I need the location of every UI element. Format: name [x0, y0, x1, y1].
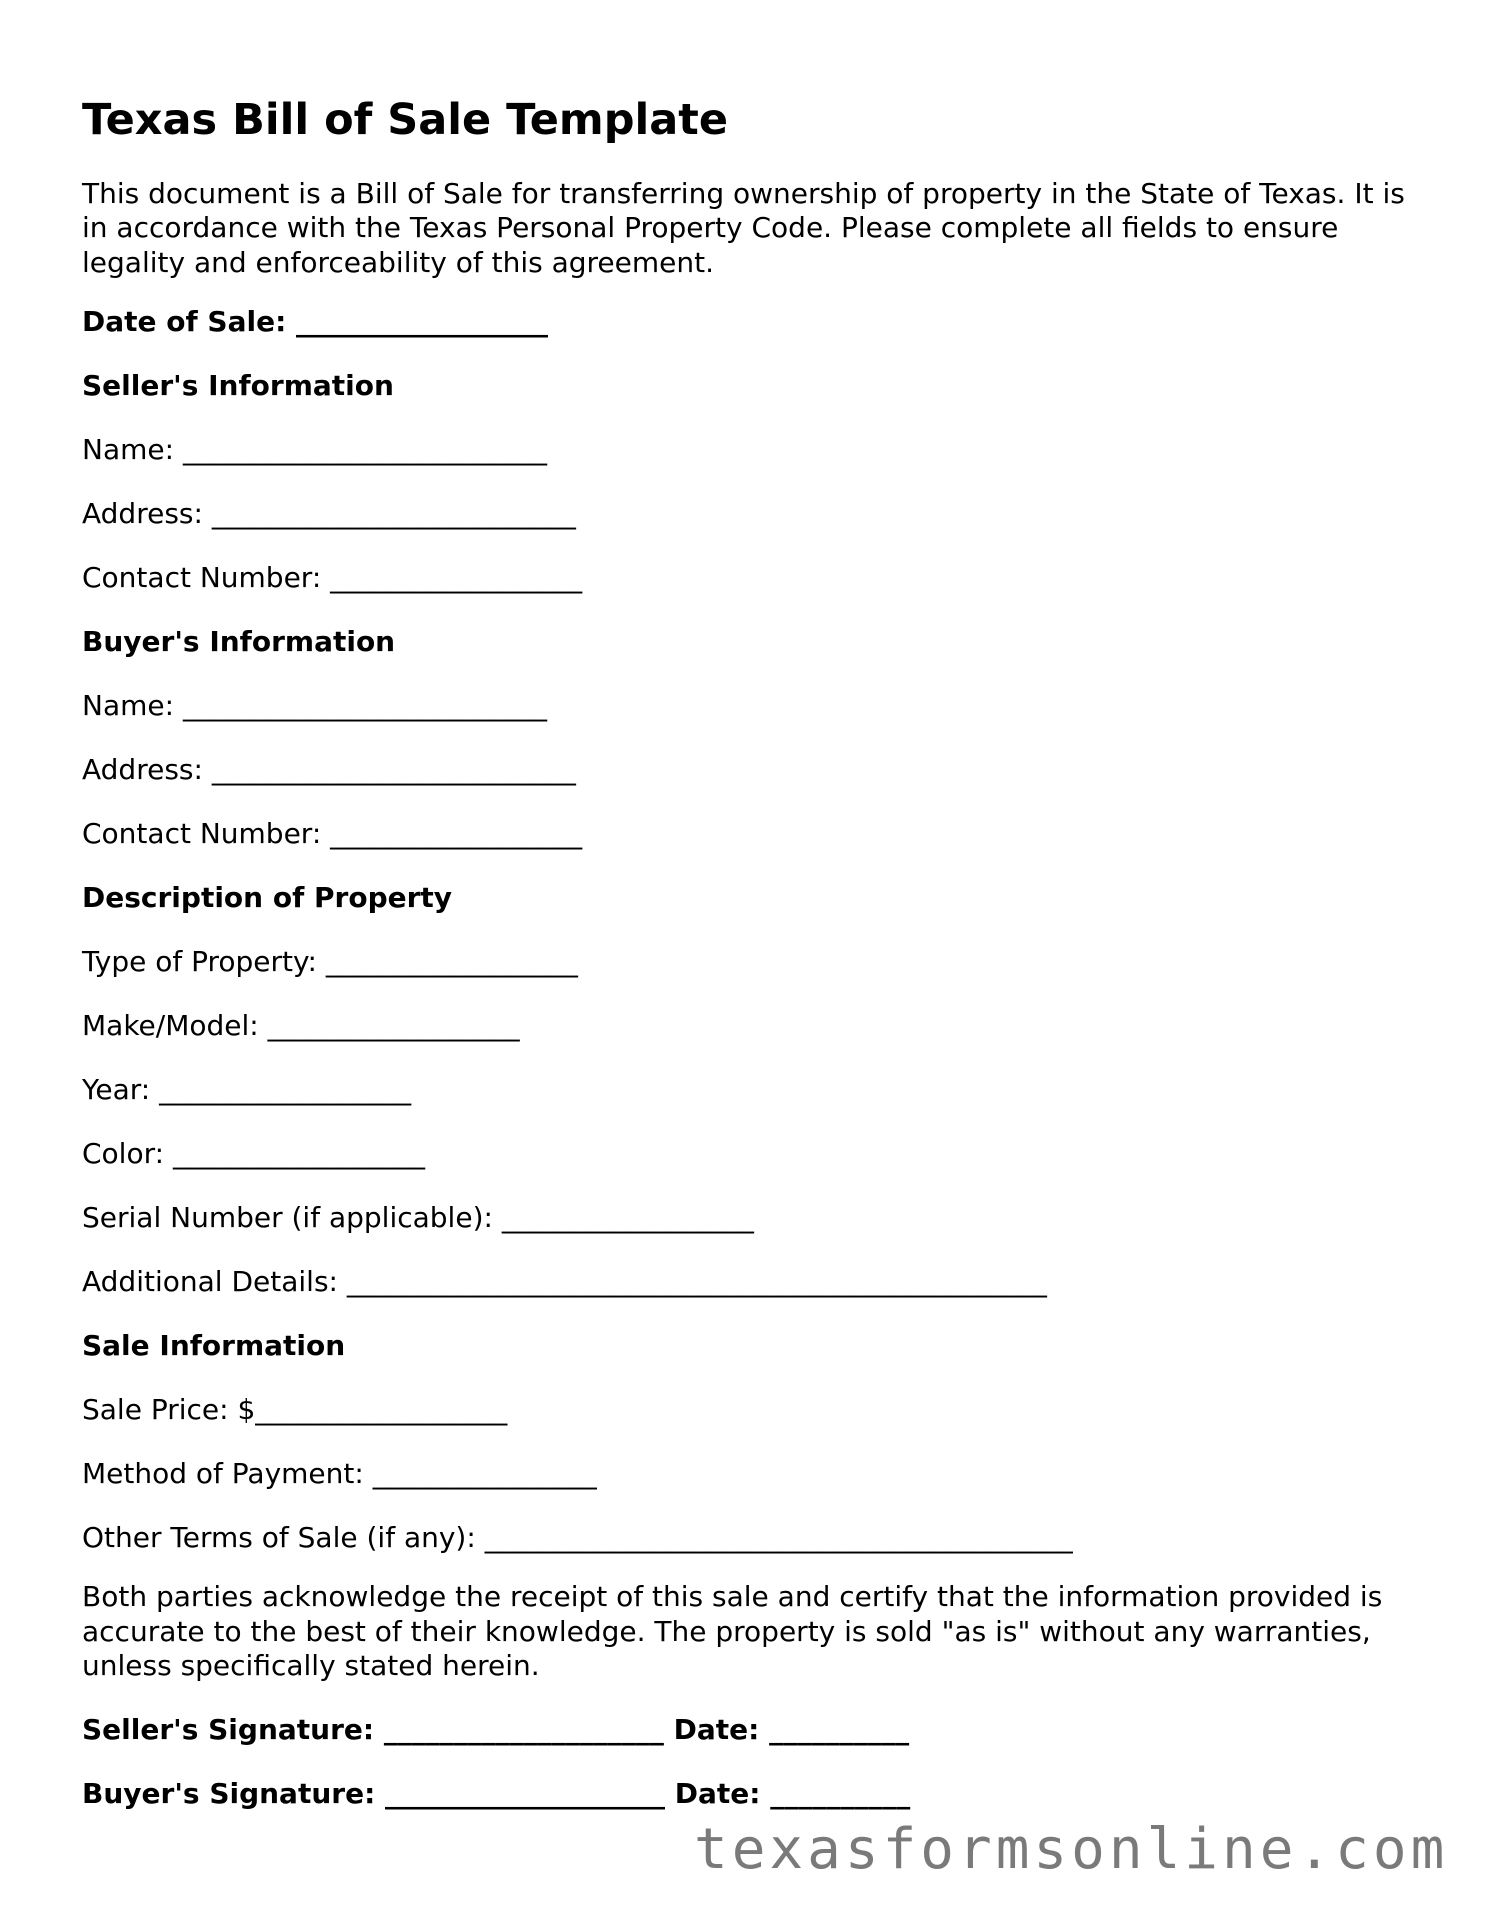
- serial-number-blank[interactable]: __________________: [501, 1201, 754, 1235]
- buyer-date-label: Date:: [674, 1776, 761, 1810]
- seller-address-field: [82, 496, 1412, 532]
- payment-method-blank[interactable]: ________________: [372, 1457, 597, 1491]
- seller-name-blank[interactable]: __________________________: [182, 433, 547, 467]
- sale-price-label: Sale Price: $: [82, 1393, 256, 1427]
- color-label: Color:: [82, 1137, 165, 1171]
- additional-details-blank[interactable]: __________________________________________________: [346, 1265, 1047, 1299]
- document-title: Texas Bill of Sale Template: [82, 95, 728, 145]
- property-type-label: Type of Property:: [82, 945, 317, 979]
- year-label: Year:: [82, 1073, 151, 1107]
- make-model-blank[interactable]: __________________: [267, 1009, 520, 1043]
- property-type-blank[interactable]: __________________: [325, 945, 578, 979]
- seller-name-field: [82, 432, 1412, 468]
- buyer-contact-label: Contact Number:: [82, 817, 322, 851]
- buyer-date-blank[interactable]: __________: [770, 1776, 911, 1810]
- seller-signature-line: [82, 1712, 1412, 1748]
- seller-contact-label: Contact Number:: [82, 561, 322, 595]
- seller-contact-blank[interactable]: __________________: [330, 561, 583, 595]
- buyer-signature-line: [82, 1776, 1412, 1812]
- buyer-name-label: Name:: [82, 689, 175, 723]
- year-blank[interactable]: __________________: [159, 1073, 412, 1107]
- seller-signature-label: Seller's Signature:: [82, 1712, 375, 1746]
- site-watermark: texasformsonline.com: [694, 1817, 1449, 1882]
- buyer-address-field: [82, 752, 1412, 788]
- document-page: [82, 95, 1412, 1812]
- sale-price-blank[interactable]: __________________: [255, 1393, 508, 1427]
- seller-address-blank[interactable]: __________________________: [211, 497, 576, 531]
- buyer-name-blank[interactable]: __________________________: [182, 689, 547, 723]
- year-field: [82, 1072, 1412, 1108]
- additional-details-label: Additional Details:: [82, 1265, 338, 1299]
- serial-number-field: [82, 1200, 1412, 1236]
- seller-name-label: Name:: [82, 433, 175, 467]
- intro-paragraph: This document is a Bill of Sale for transferring ownership of property in the State of Texas. It is in accordance with the Texas Personal Property Code. Please complete all fields to ensure legality and enforceability of this agreement.: [82, 176, 1405, 279]
- payment-method-field: [82, 1456, 1412, 1492]
- other-terms-label: Other Terms of Sale (if any):: [82, 1521, 476, 1555]
- buyer-contact-blank[interactable]: __________________: [330, 817, 583, 851]
- buyer-contact-field: [82, 816, 1412, 852]
- color-field: [82, 1136, 1412, 1172]
- seller-address-label: Address:: [82, 497, 203, 531]
- other-terms-blank[interactable]: __________________________________________: [484, 1521, 1073, 1555]
- seller-contact-field: [82, 560, 1412, 596]
- date-of-sale-label: Date of Sale:: [82, 305, 287, 339]
- seller-date-blank[interactable]: __________: [769, 1712, 910, 1746]
- date-of-sale-blank[interactable]: __________________: [296, 305, 549, 339]
- sale-price-field: [82, 1392, 1412, 1428]
- seller-heading: Seller's Information: [82, 369, 394, 403]
- buyer-name-field: [82, 688, 1412, 724]
- sale-heading: Sale Information: [82, 1329, 346, 1363]
- serial-number-label: Serial Number (if applicable):: [82, 1201, 493, 1235]
- buyer-signature-label: Buyer's Signature:: [82, 1776, 376, 1810]
- make-model-field: [82, 1008, 1412, 1044]
- buyer-signature-blank[interactable]: ____________________: [385, 1776, 666, 1810]
- acknowledgment-paragraph: Both parties acknowledge the receipt of this sale and certify that the information provided is accurate to the best of their knowledge. The property is sold "as is" without any warranties, unless specifically stated herein.: [82, 1580, 1383, 1683]
- payment-method-label: Method of Payment:: [82, 1457, 364, 1491]
- color-blank[interactable]: __________________: [172, 1137, 425, 1171]
- make-model-label: Make/Model:: [82, 1009, 259, 1043]
- property-heading: Description of Property: [82, 881, 453, 915]
- seller-signature-blank[interactable]: ____________________: [383, 1712, 664, 1746]
- additional-details-field: [82, 1264, 1412, 1300]
- buyer-heading: Buyer's Information: [82, 625, 396, 659]
- date-of-sale-field: [82, 304, 1412, 340]
- buyer-address-blank[interactable]: __________________________: [211, 753, 576, 787]
- buyer-address-label: Address:: [82, 753, 203, 787]
- other-terms-field: [82, 1520, 1412, 1556]
- seller-date-label: Date:: [673, 1712, 760, 1746]
- property-type-field: [82, 944, 1412, 980]
